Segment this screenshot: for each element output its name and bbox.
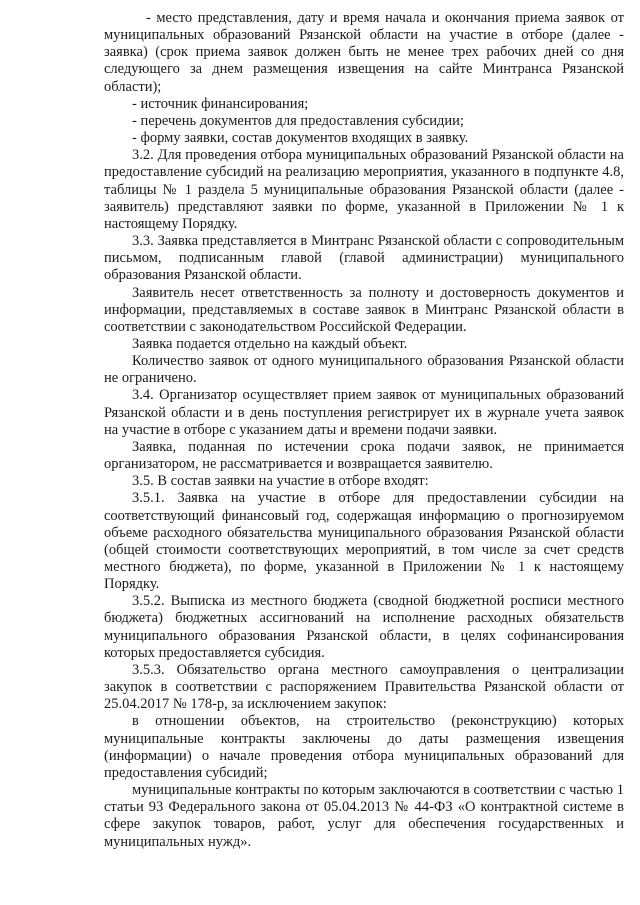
paragraph-3-3: 3.3. Заявка представляется в Минтранс Рязанской области с сопроводительным письмом, подписанным главой (главой администрации) муниципального образования Рязанской области.	[104, 233, 624, 284]
list-item-application-form: - форму заявки, состав документов входящих в заявку.	[132, 130, 469, 147]
paragraph-3-5: 3.5. В состав заявки на участие в отборе входят:	[132, 473, 429, 490]
paragraph-exception-objects: в отношении объектов, на строительство (реконструкцию) которых муниципальные контракты заключены до даты размещения извещения (информации) о начале проведения отбора муниципальных образований для предоставления субсидий;	[104, 713, 624, 781]
paragraph-3-4: 3.4. Организатор осуществляет прием заявок от муниципальных образований Рязанской области и в день поступления регистрирует их в журнале учета заявок на участие в отборе с указанием даты и времени подачи заявки.	[104, 387, 624, 438]
paragraph-3-5-1: 3.5.1. Заявка на участие в отборе для предоставлении субсидии на соответствующий финансовый год, содержащая информацию о прогнозируемом объеме расходного обязательства муниципального образования Рязанской области (общей стоимости соответствующих мероприятий, в том числе за счет средств местного бюджета), по форме, указанной в Приложении № 1 к настоящему Порядку.	[104, 490, 624, 593]
paragraph-applicant-responsibility: Заявитель несет ответственность за полноту и достоверность документов и информации, представляемых в составе заявок в Минтранс Рязанской области в соответствии с законодательством Российской Федерации.	[104, 284, 624, 335]
paragraph-3-2: 3.2. Для проведения отбора муниципальных образований Рязанской области на предоставление субсидий на реализацию мероприятия, указанного в подпункте 4.8, таблицы № 1 раздела 5 муниципальные образования Рязанской области (далее - заявитель) представляют заявки по форме, указанной в Приложении № 1 к настоящему Порядку.	[104, 147, 624, 232]
list-item-documents-list: - перечень документов для предоставления субсидии;	[132, 112, 464, 129]
paragraph-separate-application: Заявка подается отдельно на каждый объект.	[132, 335, 408, 352]
paragraph-application-count: Количество заявок от одного муниципального образования Рязанской области не ограничено.	[104, 353, 624, 387]
paragraph-3-5-2: 3.5.2. Выписка из местного бюджета (сводной бюджетной росписи местного бюджета) бюджетных ассигнований на исполнение расходных обязательств муниципального образования Рязанской области, в целях софинансирования которых предоставляется субсидия.	[104, 593, 624, 661]
paragraph-exception-contracts: муниципальные контракты по которым заключаются в соответствии с частью 1 статьи 93 Федерального закона от 05.04.2013 № 44-ФЗ «О контрактной системе в сфере закупок товаров, работ, услуг для обеспечения государственных и муниципальных нужд».	[104, 782, 624, 850]
paragraph-3-5-3: 3.5.3. Обязательство органа местного самоуправления о централизации закупок в соответствии с распоряжением Правительства Рязанской области от 25.04.2017 № 178-р, за исключением закупок:	[104, 661, 624, 713]
paragraph-announcement-place-dates: - место представления, дату и время начала и окончания приема заявок от муниципальных образований Рязанской области на участие в отборе (далее - заявка) (срок приема заявок должен быть не менее трех рабочих дней со дня следующего за днем размещения извещения на сайте Минтранса Рязанской области);	[104, 10, 624, 95]
document-page	[104, 10, 624, 851]
list-item-funding-source: - источник финансирования;	[132, 95, 309, 112]
paragraph-late-application: Заявка, поданная по истечении срока подачи заявок, не принимается организатором, не рассматривается и возвращается заявителю.	[104, 438, 624, 473]
